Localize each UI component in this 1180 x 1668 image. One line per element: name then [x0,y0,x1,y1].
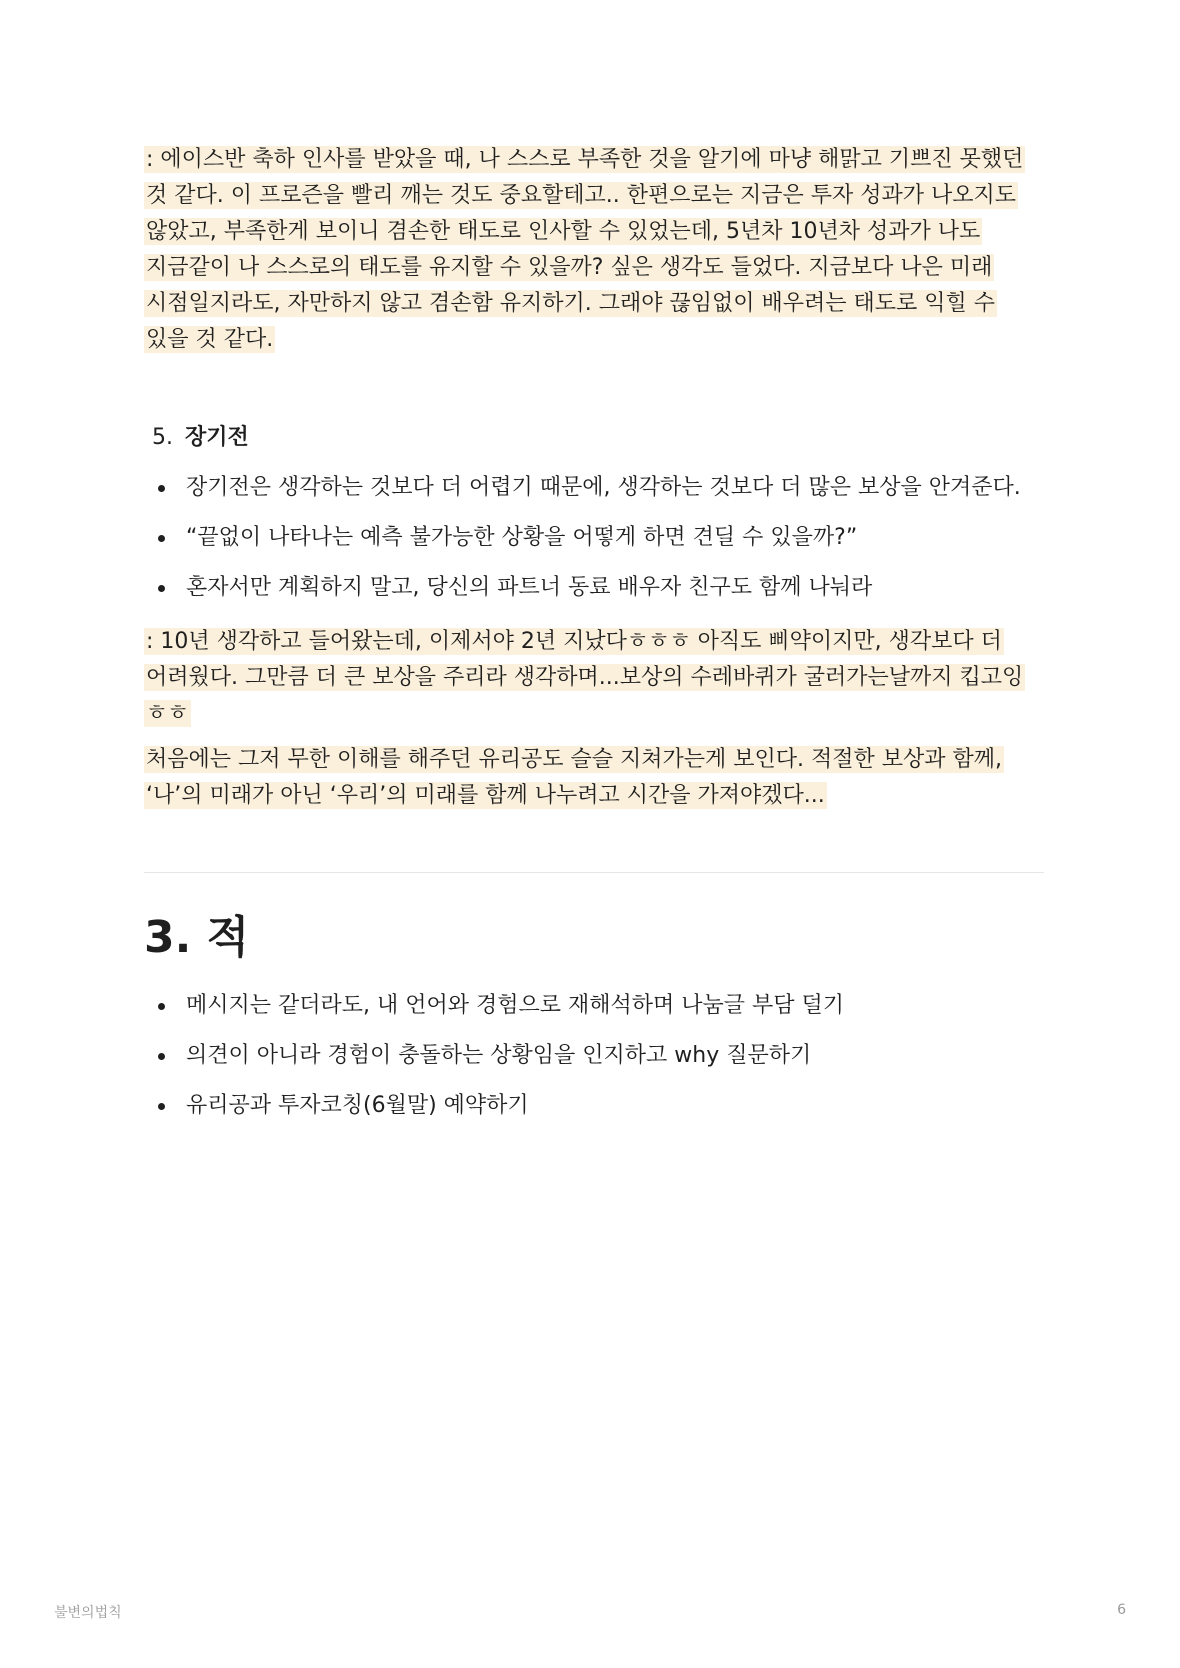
bullet-icon [158,1053,165,1060]
reflection-paragraph [144,624,1044,732]
list-number: 5. [152,425,173,450]
list-item [144,570,1044,606]
bullet-icon [158,1003,165,1010]
footer-document-title: 불변의법칙 [54,1605,122,1621]
list-item-text: 유리공과 투자코칭(6월말) 예약하기 [186,1093,529,1118]
reflection-paragraph [144,142,1044,358]
list-item-text: 혼자서만 계획하지 말고, 당신의 파트너 동료 배우자 친구도 함께 나눠라 [186,575,873,600]
highlighted-text: : 10년 생각하고 들어왔는데, 이제서야 2년 지났다ㅎㅎㅎ 아직도 삐약이지만, 생각보다 더 어려웠다. 그만큼 더 큰 보상을 주리라 생각하며...보상의 수레바퀴가 굴러가는날까지 킵고잉 ㅎㅎ [146,629,1024,726]
list-item [144,470,1044,506]
bullet-icon [158,535,165,542]
bullet-icon [158,585,165,592]
highlighted-text: 처음에는 그저 무한 이해를 해주던 유리공도 슬슬 지쳐가는게 보인다. 적절한 보상과 함께, ‘나’의 미래가 아닌 ‘우리’의 미래를 함께 나누려고 시간을 가져야겠다... [146,747,1002,808]
reflection-paragraph [144,742,1044,814]
bullet-list-section-5 [144,470,1044,620]
highlighted-text: : 에이스반 축하 인사를 받았을 때, 나 스스로 부족한 것을 알기에 마냥 해맑고 기쁘진 못했던 것 같다. 이 프로즌을 빨리 깨는 것도 중요할테고.. 한편으로는 지금은 투자 성과가 나오지도 않았고, 부족한게 보이니 겸손한 태도로 인사할 수 있었는데, 5년차 10년차 성과가 나도 지금같이 나 스스로의 태도를 유지할 수 있을까? 싶은 생각도 들었다. 지금보다 나은 미래 시점일지라도, 자만하지 않고 겸손함 유지하기. 그래야 끊임없이 배우려는 태도로 익힐 수 있을 것 같다. [146,147,1024,352]
list-item [144,1038,1044,1074]
list-item-text: 의견이 아니라 경험이 충돌하는 상황임을 인지하고 why 질문하기 [186,1043,812,1068]
list-item [144,1088,1044,1124]
numbered-heading-5 [152,420,249,456]
list-item [144,988,1044,1024]
list-item [144,520,1044,556]
bullet-icon [158,1103,165,1110]
footer-page-number: 6 [1117,1602,1126,1618]
bullet-list-section-3 [144,988,1044,1138]
list-item-text: 메시지는 같더라도, 내 언어와 경험으로 재해석하며 나눔글 부담 덜기 [186,993,844,1018]
bullet-icon [158,485,165,492]
numbered-heading-title: 장기전 [185,425,249,450]
section-heading: 3. 적 [144,912,250,963]
list-item-text: “끝없이 나타나는 예측 불가능한 상황을 어떻게 하면 견딜 수 있을까?” [186,525,858,550]
list-item-text: 장기전은 생각하는 것보다 더 어렵기 때문에, 생각하는 것보다 더 많은 보상을 안겨준다. [186,475,1021,500]
divider [144,872,1044,873]
